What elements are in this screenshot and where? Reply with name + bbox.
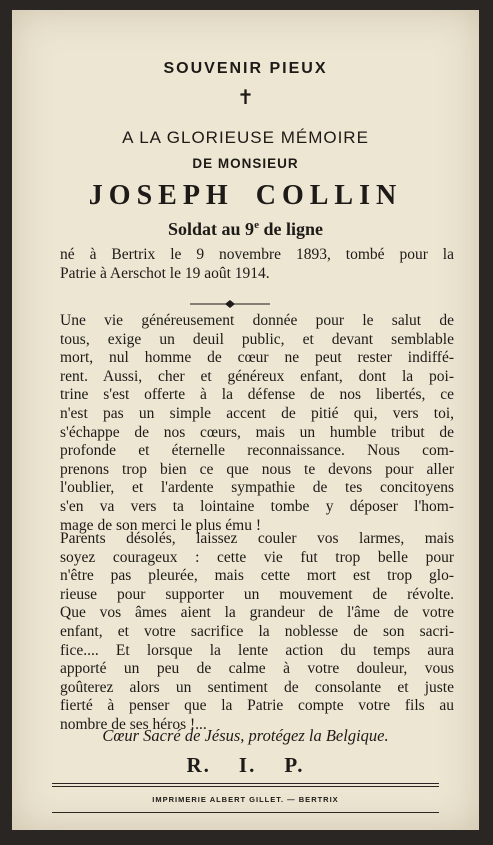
text-line: s'échappe de nos cœurs, mais un humble tribut de	[60, 423, 454, 441]
invocation-line: Cœur Sacré de Jésus, protégez la Belgique.	[102, 726, 389, 745]
rip-letter: P.	[284, 753, 305, 777]
text-line: soyez courageux : cette vie fut trop belle pour	[60, 548, 454, 566]
text-line: prenons trop bien ce que nous te devons pour aller	[60, 460, 454, 478]
printer-credit: IMPRIMERIE ALBERT GILLET. — BERTRIX	[152, 795, 339, 804]
rank-pre: Soldat au 9	[168, 219, 255, 239]
first-name: JOSEPH	[88, 180, 234, 211]
text-line: trine s'est offerte à la défense de nos libertés, ce	[60, 386, 454, 404]
title-line: DE MONSIEUR	[192, 156, 299, 171]
birth-line: né à Bertrix le 9 novembre 1893, tombé pour la	[60, 246, 454, 263]
dedication-line: A LA GLORIEUSE MÉMOIRE	[122, 128, 369, 147]
rip-letter: I.	[238, 753, 257, 777]
memorial-card	[12, 10, 479, 830]
cross-icon: ✝	[237, 87, 254, 109]
text-line: rent. Aussi, cher et généreux enfant, dont la poi-	[60, 367, 454, 385]
card-heading: SOUVENIR PIEUX	[163, 60, 328, 77]
rip-letter: R.	[186, 753, 211, 777]
rank-line	[12, 219, 479, 240]
text-line: tous, exige un deuil public, et devant semblable	[60, 330, 454, 348]
text-line: rieuse pour supporter un mouvement de révolte.	[60, 585, 454, 603]
text-line: apporté un peu de calme à votre douleur, vous	[60, 660, 454, 678]
footer-rule	[52, 783, 439, 784]
text-line: s'en va vers ta lointaine tombe y déposer l'hom-	[60, 497, 454, 515]
birth-paragraph	[60, 246, 454, 283]
deceased-name	[12, 180, 479, 212]
text-line: fierté à penser que la Patrie compte votre fils au	[60, 697, 454, 715]
text-line: profonde et éternelle reconnaissance. Nous com-	[60, 442, 454, 460]
birth-line: Patrie à Aerschot le 19 août 1914.	[60, 264, 270, 282]
tribute-paragraph	[60, 312, 454, 535]
rank-post: de ligne	[258, 219, 323, 239]
text-line: fice.... Et lorsque la lente action du temps aura	[60, 641, 454, 659]
text-line: n'être pas pleurée, mais cette mort est trop glo-	[60, 567, 454, 585]
text-line: enfant, et votre sacrifice la noblesse de son sacri-	[60, 622, 454, 640]
text-line: n'est pas un simple accent de pitié qui, vers toi,	[60, 404, 454, 422]
text-line: Une vie généreusement donnée pour le salut de	[60, 312, 454, 329]
text-line: nombre de ses héros !...	[60, 715, 207, 733]
parents-paragraph	[60, 530, 454, 735]
last-name: COLLIN	[255, 180, 403, 211]
text-line: mort, nul homme de cœur ne peut rester indiffé-	[60, 349, 454, 367]
text-line: Parents désolés, laissez couler vos larmes, mais	[60, 530, 454, 547]
rank-sup: e	[254, 219, 259, 231]
rip-line	[12, 753, 479, 778]
ornament-divider	[190, 299, 270, 309]
text-line: goûterez alors un sentiment de consolante et juste	[60, 678, 454, 696]
footer-rule	[52, 786, 439, 787]
text-line: mage de son merci le plus ému !	[60, 516, 262, 534]
text-line: Que vos âmes aient la grandeur de l'âme de votre	[60, 604, 454, 622]
text-line: l'oublier, et l'ardente sympathie de tes concitoyens	[60, 479, 454, 497]
footer-rule	[52, 812, 439, 813]
